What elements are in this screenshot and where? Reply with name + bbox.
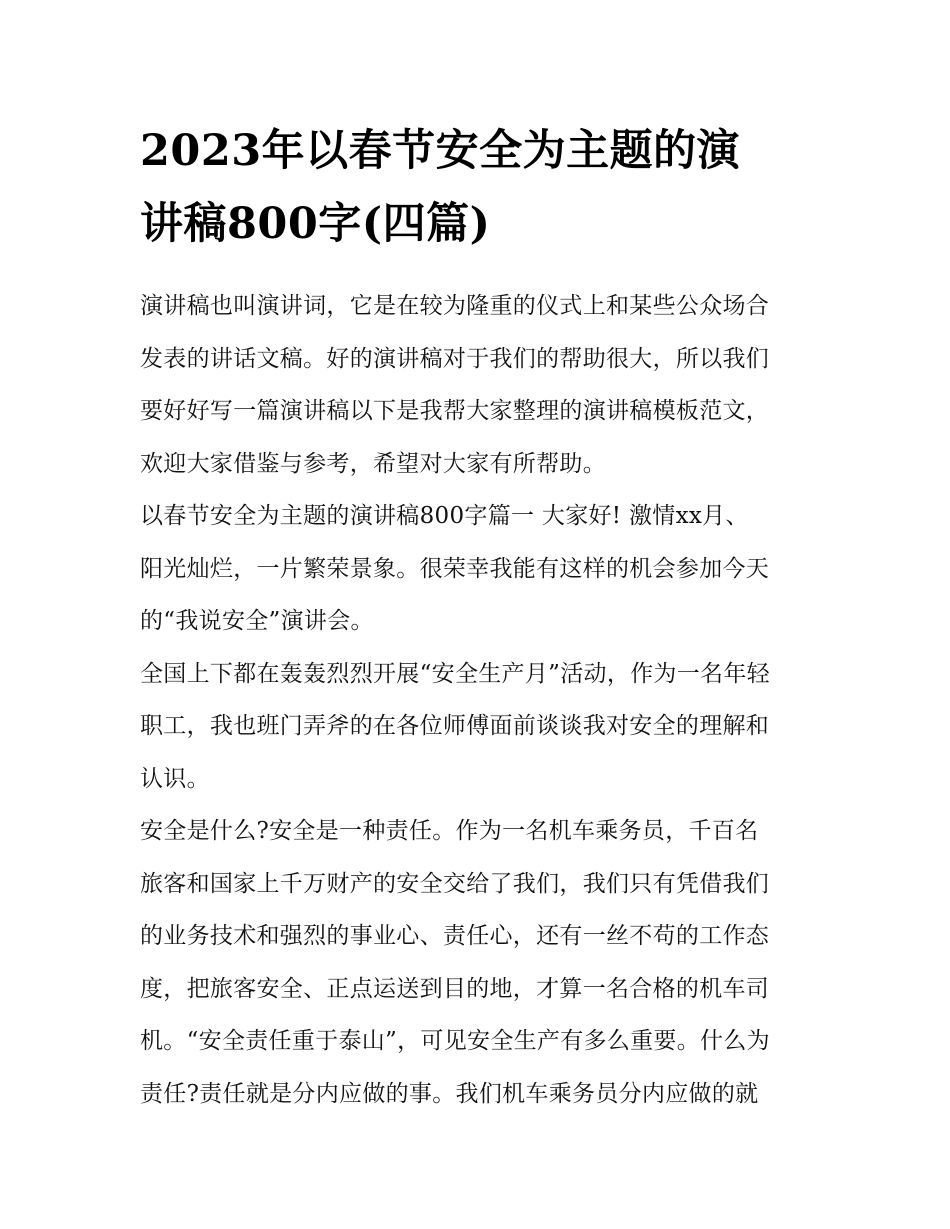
text-line: 发表的讲话文稿。好的演讲稿对于我们的帮助很大，所以我们	[140, 345, 770, 372]
text-line: 要好好写一篇演讲稿以下是我帮大家整理的演讲稿模板范文，	[140, 398, 770, 424]
document-body	[140, 280, 820, 1120]
text-line: 以春节安全为主题的演讲稿800字篇一 大家好! 激情xx月、	[140, 503, 749, 529]
text-line: 安全是什么?安全是一种责任。作为一名机车乘务员，千百名	[140, 818, 759, 844]
document-title	[140, 115, 820, 261]
text-line: 职工，我也班门弄斧的在各位师傅面前谈谈我对安全的理解和	[140, 713, 770, 739]
text-line: 认识。	[140, 765, 210, 792]
paragraph-speech-opening	[140, 490, 820, 648]
paragraph-safety-month	[140, 648, 820, 806]
text-line: 全国上下都在轰轰烈烈开展“安全生产月”活动，作为一名年轻	[140, 660, 770, 687]
text-line: 阳光灿烂，一片繁荣景象。很荣幸我能有这样的机会参加今天	[140, 555, 770, 582]
text-line: 责任?责任就是分内应做的事。我们机车乘务员分内应做的就	[140, 1080, 759, 1107]
title-line: 讲稿800字(四篇)	[140, 199, 491, 249]
text-line: 旅客和国家上千万财产的安全交给了我们，我们只有凭借我们	[140, 870, 770, 897]
text-line: 的“我说安全”演讲会。	[140, 608, 374, 634]
text-line: 欢迎大家借鉴与参考，希望对大家有所帮助。	[140, 450, 606, 477]
text-line: 的业务技术和强烈的事业心、责任心，还有一丝不苟的工作态	[140, 923, 770, 949]
paragraph-safety-responsibility	[140, 805, 820, 1120]
text-line: 机。“安全责任重于泰山”，可见安全生产有多么重要。什么为	[140, 1028, 770, 1054]
text-line: 度，把旅客安全、正点运送到目的地，才算一名合格的机车司	[140, 975, 770, 1002]
paragraph-intro	[140, 280, 820, 490]
text-line: 演讲稿也叫演讲词，它是在较为隆重的仪式上和某些公众场合	[140, 293, 770, 319]
title-line: 2023年以春节安全为主题的演	[140, 126, 741, 176]
